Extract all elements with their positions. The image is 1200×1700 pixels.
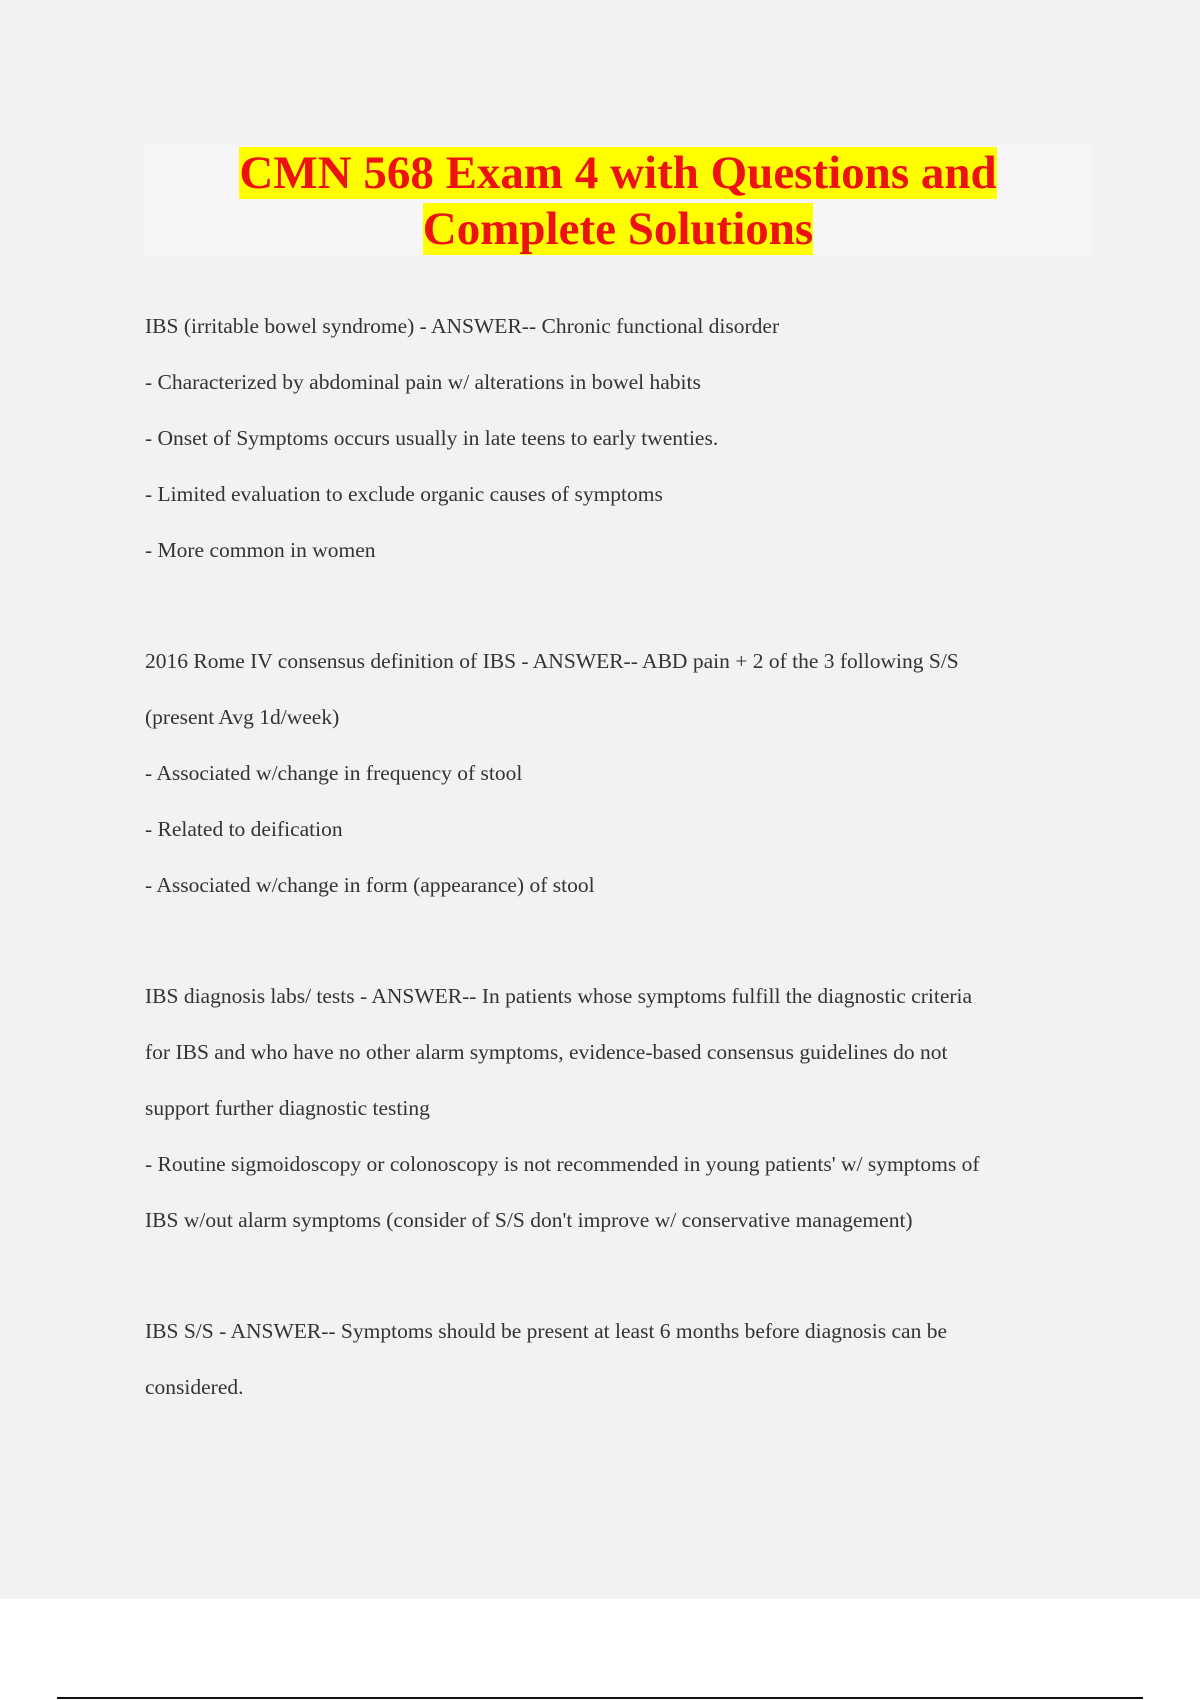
section-spacer	[145, 924, 1095, 979]
document-title: CMN 568 Exam 4 with Questions and Complete Solutions	[239, 147, 997, 255]
qa-section-diagnosis	[145, 979, 1095, 1259]
answer-line: considered.	[145, 1375, 244, 1399]
section-spacer	[145, 1259, 1095, 1314]
qa-section-signs-symptoms	[145, 1314, 1095, 1426]
answer-line: - Related to deification	[145, 817, 343, 841]
answer-line: - Associated w/change in frequency of stool	[145, 761, 523, 785]
answer-line: - Routine sigmoidoscopy or colonoscopy is not recommended in young patients' w/ symptoms of	[145, 1152, 980, 1176]
qa-question-line: IBS diagnosis labs/ tests - ANSWER-- In patients whose symptoms fulfill the diagnostic criteria	[145, 984, 973, 1008]
footer-divider	[57, 1697, 1143, 1699]
answer-line: - More common in women	[145, 538, 376, 562]
answer-line: support further diagnostic testing	[145, 1096, 430, 1120]
qa-question-line: IBS S/S - ANSWER-- Symptoms should be present at least 6 months before diagnosis can be	[145, 1319, 947, 1343]
qa-section-rome-iv	[145, 644, 1095, 924]
title-banner	[144, 145, 1092, 257]
answer-line: - Characterized by abdominal pain w/ alterations in bowel habits	[145, 370, 701, 394]
qa-section-ibs	[145, 309, 1095, 589]
qa-question-line: IBS (irritable bowel syndrome) - ANSWER-- Chronic functional disorder	[145, 314, 780, 338]
answer-line: for IBS and who have no other alarm symptoms, evidence-based consensus guidelines do not	[145, 1040, 948, 1064]
answer-line: - Associated w/change in form (appearance) of stool	[145, 873, 595, 897]
answer-line: - Limited evaluation to exclude organic causes of symptoms	[145, 482, 663, 506]
answer-line: - Onset of Symptoms occurs usually in late teens to early twenties.	[145, 426, 719, 450]
section-spacer	[145, 589, 1095, 644]
answer-line: (present Avg 1d/week)	[145, 705, 340, 729]
qa-question-line: 2016 Rome IV consensus definition of IBS - ANSWER-- ABD pain + 2 of the 3 following S/S	[145, 649, 959, 673]
document-body	[145, 309, 1095, 1426]
answer-line: IBS w/out alarm symptoms (consider of S/S don't improve w/ conservative management)	[145, 1208, 913, 1232]
